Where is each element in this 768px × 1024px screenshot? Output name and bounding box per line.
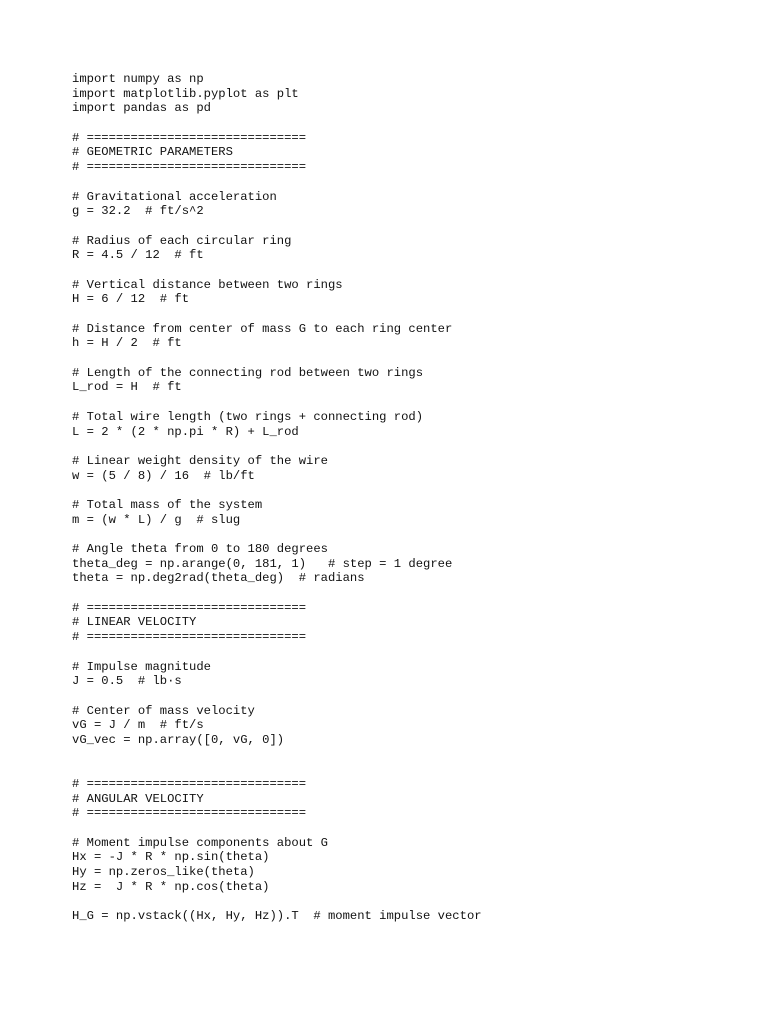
- code-line: # ==============================: [72, 130, 307, 145]
- code-line: J = 0.5 # lb·s: [72, 674, 182, 689]
- code-line: [72, 586, 482, 601]
- code-line: Hy = np.zeros_like(theta): [72, 865, 255, 880]
- code-line: # ==============================: [72, 777, 307, 791]
- code-line: # Length of the connecting rod between two rings: [72, 365, 424, 380]
- code-line: Hz = J * R * np.cos(theta): [72, 879, 270, 894]
- code-line: # Total wire length (two rings + connecting rod): [72, 409, 424, 424]
- code-line: # ==============================: [72, 630, 307, 645]
- code-line: m = (w * L) / g # slug: [72, 512, 241, 527]
- code-listing: [72, 72, 482, 924]
- code-line: # ==============================: [72, 806, 307, 821]
- code-line: [72, 645, 482, 660]
- code-line: [72, 263, 482, 278]
- code-line: # Impulse magnitude: [72, 659, 211, 674]
- code-line: [72, 395, 482, 410]
- code-line: # Linear weight density of the wire: [72, 453, 328, 468]
- code-line: theta_deg = np.arange(0, 181, 1) # step = 1 degree: [72, 556, 453, 571]
- code-line: L = 2 * (2 * np.pi * R) + L_rod: [72, 424, 299, 439]
- code-line: # Center of mass velocity: [72, 703, 255, 718]
- code-line: [72, 762, 482, 777]
- code-line: # ==============================: [72, 600, 307, 615]
- code-line: [72, 689, 482, 704]
- code-line: [72, 439, 482, 454]
- code-line: import numpy as np: [72, 72, 204, 86]
- code-line: H_G = np.vstack((Hx, Hy, Hz)).T # moment impulse vector: [72, 909, 482, 924]
- code-line: [72, 748, 482, 763]
- code-line: # Gravitational acceleration: [72, 189, 277, 204]
- code-line: [72, 527, 482, 542]
- code-line: [72, 351, 482, 366]
- code-line: Hx = -J * R * np.sin(theta): [72, 850, 270, 865]
- code-line: theta = np.deg2rad(theta_deg) # radians: [72, 571, 365, 586]
- code-line: # Angle theta from 0 to 180 degrees: [72, 542, 328, 556]
- code-line: w = (5 / 8) / 16 # lb/ft: [72, 468, 255, 483]
- code-line: # GEOMETRIC PARAMETERS: [72, 145, 233, 160]
- code-line: g = 32.2 # ft/s^2: [72, 204, 204, 219]
- code-line: H = 6 / 12 # ft: [72, 292, 190, 307]
- code-line: [72, 895, 482, 910]
- code-line: vG_vec = np.array([0, vG, 0]): [72, 732, 285, 747]
- code-line: # Total mass of the system: [72, 497, 263, 512]
- code-line: # ANGULAR VELOCITY: [72, 791, 204, 806]
- code-line: [72, 307, 482, 322]
- code-line: [72, 175, 482, 190]
- code-line: [72, 116, 482, 131]
- code-line: R = 4.5 / 12 # ft: [72, 248, 204, 263]
- code-line: # LINEAR VELOCITY: [72, 615, 197, 630]
- code-line: # Moment impulse components about G: [72, 835, 328, 850]
- code-line: vG = J / m # ft/s: [72, 718, 204, 733]
- code-line: # Radius of each circular ring: [72, 233, 292, 248]
- code-line: [72, 483, 482, 498]
- code-line: # Distance from center of mass G to each ring center: [72, 321, 453, 336]
- code-line: L_rod = H # ft: [72, 380, 182, 395]
- code-line: [72, 219, 482, 234]
- code-line: import pandas as pd: [72, 101, 211, 116]
- code-line: [72, 821, 482, 836]
- code-line: h = H / 2 # ft: [72, 336, 182, 351]
- code-line: # Vertical distance between two rings: [72, 277, 343, 292]
- code-line: import matplotlib.pyplot as plt: [72, 86, 299, 101]
- code-line: # ==============================: [72, 160, 307, 175]
